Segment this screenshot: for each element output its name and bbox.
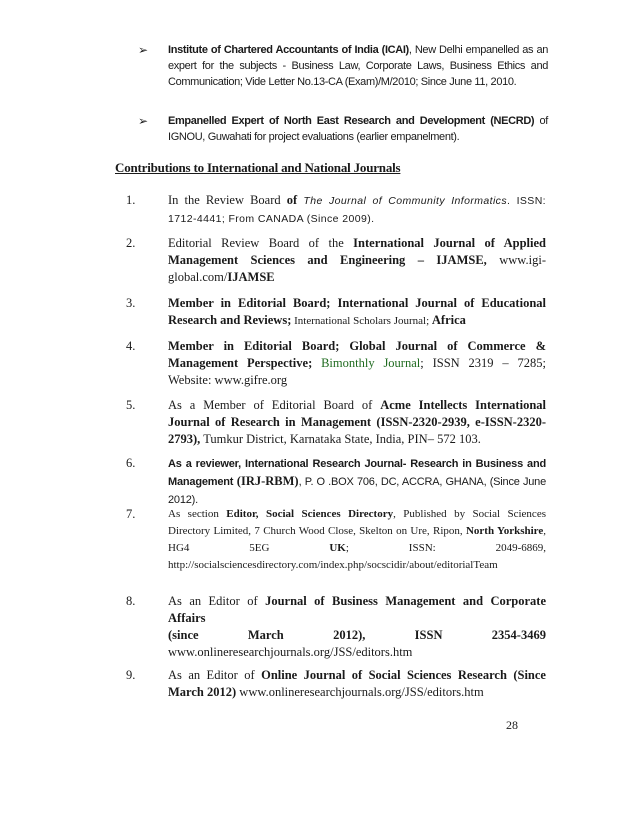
item-text: Editorial Review Board of the International Journal of Applied Management Sciences and Engineering – IJAMSE, www.igi-global.com/IJAMSE <box>168 236 546 284</box>
item-text: Member in Editorial Board; International Journal of Educational Research and Reviews; International Scholars Journal; Africa <box>168 296 546 327</box>
arrow-bullet-icon: ➢ <box>138 114 148 128</box>
item-number: 7. <box>126 507 136 521</box>
item-number: 1. <box>126 193 136 207</box>
item-text: As section Editor, Social Sciences Directory, Published by Social Sciences Directory Limited, 7 Church Wood Close, Skelton on Ure, Ripon, North Yorkshire, HG4 5EG UK; ISSN: 2049-6869, http://socialsciencesdirectory.com/index.php/socscidir/about/editorialTeam <box>168 508 546 571</box>
journal-item-6 <box>126 455 546 509</box>
journal-item-3 <box>126 295 546 330</box>
journal-item-4 <box>126 338 546 389</box>
item-text: Member in Editorial Board; Global Journal of Commerce & Management Perspective; Bimonthly Journal; ISSN 2319 – 7285; Website: www.gifre.org <box>168 339 546 387</box>
item-number: 8. <box>126 594 136 608</box>
item-number: 2. <box>126 236 136 250</box>
journal-item-2 <box>126 235 546 286</box>
item-number: 4. <box>126 339 136 353</box>
item-text: As an Editor of Online Journal of Social Sciences Research (Since March 2012) www.onlineresearchjournals.org/JSS/editors.htm <box>168 668 546 699</box>
bullet-text: Institute of Chartered Accountants of India (ICAI), New Delhi empanelled as an expert for the subjects - Business Law, Corporate Laws, Business Ethics and Communication; Vide Letter No.13-CA (Exam)/M/2010; Since June 11, 2010. <box>168 44 548 88</box>
page-number: 28 <box>506 718 518 732</box>
journal-item-7 <box>126 506 546 574</box>
journal-item-1 <box>126 192 546 228</box>
bullet-icai <box>138 42 548 90</box>
item-number: 6. <box>126 456 136 470</box>
item-number: 3. <box>126 296 136 310</box>
item-text: As a reviewer, International Research Journal- Research in Business and Management (IRJ-RBM), P. O .BOX 706, DC, ACCRA, GHANA, (Since June 2012). <box>168 458 546 506</box>
bullet-text: Empanelled Expert of North East Research and Development (NECRD) of IGNOU, Guwahati for project evaluations (earlier empanelment). <box>168 115 548 143</box>
item-number: 9. <box>126 668 136 682</box>
section-heading: Contributions to International and National Journals <box>115 160 401 175</box>
item-number: 5. <box>126 398 136 412</box>
arrow-bullet-icon: ➢ <box>138 43 148 57</box>
journal-item-5 <box>126 397 546 448</box>
journal-item-8 <box>126 593 546 661</box>
item-text: In the Review Board of The Journal of Community Informatics. ISSN: 1712-4441; From CANADA (Since 2009). <box>168 193 546 225</box>
journal-item-9 <box>126 667 546 701</box>
item-text: As an Editor of Journal of Business Management and Corporate Affairs (since March 2012), ISSN 2354-3469 www.onlineresearchjournals.org/JSS/editors.htm <box>168 594 546 659</box>
bullet-necrd <box>138 113 548 145</box>
item-text: As a Member of Editorial Board of Acme Intellects International Journal of Research in Management (ISSN-2320-2939, e-ISSN-2320-2793), Tumkur District, Karnataka State, India, PIN– 572 103. <box>168 398 546 446</box>
